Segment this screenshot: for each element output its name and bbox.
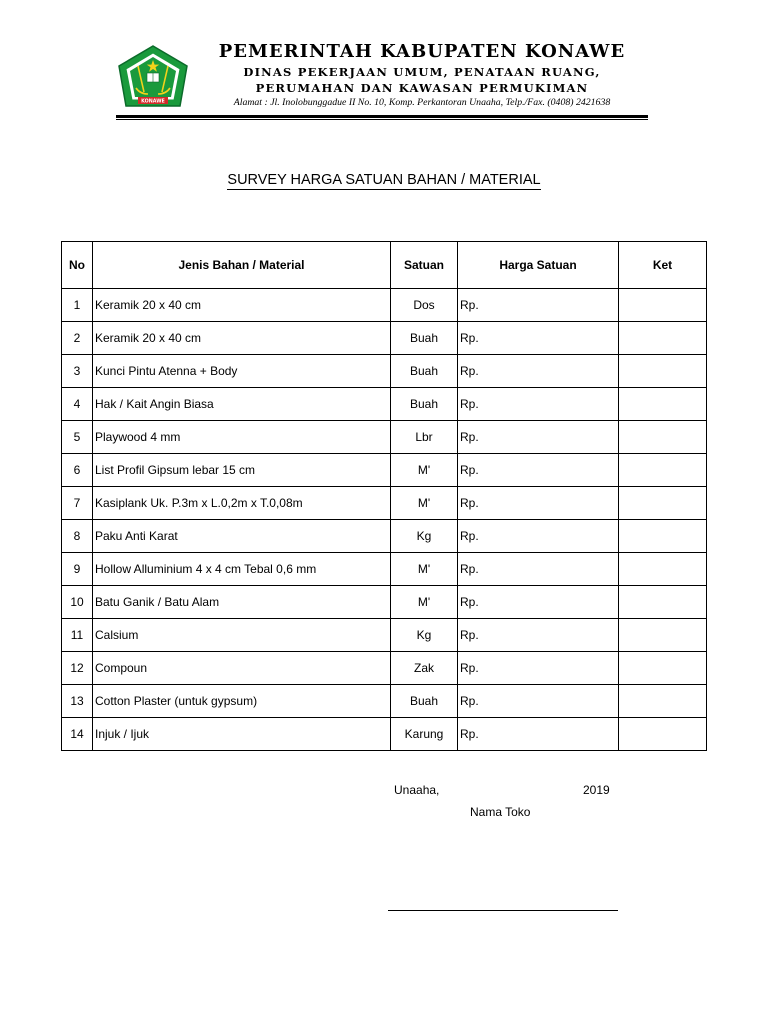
cell-material: Hollow Alluminium 4 x 4 cm Tebal 0,6 mm: [93, 553, 391, 586]
signature-place: Unaaha,: [394, 783, 440, 797]
cell-material: Keramik 20 x 40 cm: [93, 322, 391, 355]
cell-unit-price: Rp.: [458, 388, 619, 421]
cell-material: Injuk / Ijuk: [93, 718, 391, 751]
cell-no: 1: [62, 289, 93, 322]
emblem-banner-text: KONAWE: [141, 99, 165, 105]
table-row: [62, 388, 707, 421]
letterhead-address: Alamat : Jl. Inolobunggadue II No. 10, Komp. Perkantoran Unaaha, Telp./Fax. (0408) 2421638: [233, 97, 611, 108]
cell-unit-price: Rp.: [458, 718, 619, 751]
signature-shop-name: Nama Toko: [470, 805, 531, 819]
table-header-row: [62, 242, 707, 289]
cell-unit: Kg: [391, 619, 458, 652]
table-body: [62, 289, 707, 751]
cell-material: Kunci Pintu Atenna + Body: [93, 355, 391, 388]
letterhead-rule-thick: [116, 115, 648, 118]
cell-material: List Profil Gipsum lebar 15 cm: [93, 454, 391, 487]
letterhead-government: PEMERINTAH KABUPATEN KONAWE: [218, 41, 626, 62]
cell-unit-price: Rp.: [458, 520, 619, 553]
cell-no: 3: [62, 355, 93, 388]
cell-unit: Lbr: [391, 421, 458, 454]
cell-unit: Karung: [391, 718, 458, 751]
cell-no: 2: [62, 322, 93, 355]
cell-material: Keramik 20 x 40 cm: [93, 289, 391, 322]
letterhead-department-cont: PERUMAHAN DAN KAWASAN PERMUKIMAN: [255, 81, 589, 95]
cell-unit-price: Rp.: [458, 586, 619, 619]
cell-material: Hak / Kait Angin Biasa: [93, 388, 391, 421]
header-unit-price: Harga Satuan: [458, 242, 619, 289]
cell-no: 14: [62, 718, 93, 751]
header-no: No: [62, 242, 93, 289]
cell-no: 13: [62, 685, 93, 718]
cell-no: 10: [62, 586, 93, 619]
table-row: [62, 586, 707, 619]
cell-note: [619, 520, 707, 553]
cell-note: [619, 685, 707, 718]
table-row: [62, 289, 707, 322]
cell-material: Calsium: [93, 619, 391, 652]
cell-no: 6: [62, 454, 93, 487]
cell-material: Cotton Plaster (untuk gypsum): [93, 685, 391, 718]
cell-no: 4: [62, 388, 93, 421]
cell-no: 8: [62, 520, 93, 553]
table-row: [62, 454, 707, 487]
cell-note: [619, 388, 707, 421]
cell-note: [619, 421, 707, 454]
cell-note: [619, 652, 707, 685]
cell-material: Batu Ganik / Batu Alam: [93, 586, 391, 619]
cell-unit-price: Rp.: [458, 553, 619, 586]
signature-year: 2019: [583, 783, 610, 797]
material-price-table: [61, 241, 707, 751]
cell-unit-price: Rp.: [458, 619, 619, 652]
table-row: [62, 685, 707, 718]
cell-note: [619, 454, 707, 487]
table-row: [62, 355, 707, 388]
cell-unit: Dos: [391, 289, 458, 322]
cell-note: [619, 289, 707, 322]
cell-unit-price: Rp.: [458, 322, 619, 355]
letterhead-text: [196, 40, 648, 110]
cell-unit: M': [391, 487, 458, 520]
konawe-emblem-logo: [116, 44, 190, 110]
document-title: [0, 172, 768, 188]
cell-no: 7: [62, 487, 93, 520]
cell-no: 11: [62, 619, 93, 652]
table-row: [62, 520, 707, 553]
table-row: [62, 553, 707, 586]
cell-material: Kasiplank Uk. P.3m x L.0,2m x T.0,08m: [93, 487, 391, 520]
cell-note: [619, 619, 707, 652]
cell-unit: Buah: [391, 685, 458, 718]
cell-unit-price: Rp.: [458, 487, 619, 520]
cell-material: Paku Anti Karat: [93, 520, 391, 553]
table-row: [62, 421, 707, 454]
letterhead-department: DINAS PEKERJAAN UMUM, PENATAAN RUANG,: [243, 65, 601, 79]
cell-no: 12: [62, 652, 93, 685]
cell-unit: Buah: [391, 322, 458, 355]
table-row: [62, 487, 707, 520]
cell-unit-price: Rp.: [458, 652, 619, 685]
cell-unit: M': [391, 454, 458, 487]
cell-material: Compoun: [93, 652, 391, 685]
cell-unit-price: Rp.: [458, 421, 619, 454]
header-material: Jenis Bahan / Material: [93, 242, 391, 289]
table-row: [62, 322, 707, 355]
table-row: [62, 718, 707, 751]
cell-unit-price: Rp.: [458, 355, 619, 388]
cell-unit: Zak: [391, 652, 458, 685]
cell-no: 9: [62, 553, 93, 586]
header-unit: Satuan: [391, 242, 458, 289]
table-row: [62, 619, 707, 652]
cell-unit: Kg: [391, 520, 458, 553]
cell-material: Playwood 4 mm: [93, 421, 391, 454]
cell-note: [619, 322, 707, 355]
cell-note: [619, 553, 707, 586]
table-row: [62, 652, 707, 685]
letterhead: [116, 38, 648, 120]
cell-note: [619, 355, 707, 388]
cell-unit-price: Rp.: [458, 289, 619, 322]
cell-unit: Buah: [391, 355, 458, 388]
header-note: Ket: [619, 242, 707, 289]
cell-unit-price: Rp.: [458, 454, 619, 487]
cell-unit: M': [391, 586, 458, 619]
cell-note: [619, 718, 707, 751]
document-title-text: SURVEY HARGA SATUAN BAHAN / MATERIAL: [227, 172, 541, 188]
cell-note: [619, 586, 707, 619]
cell-no: 5: [62, 421, 93, 454]
cell-note: [619, 487, 707, 520]
signature-line: [388, 910, 618, 911]
letterhead-rule-thin: [116, 119, 648, 120]
cell-unit-price: Rp.: [458, 685, 619, 718]
cell-unit: Buah: [391, 388, 458, 421]
cell-unit: M': [391, 553, 458, 586]
